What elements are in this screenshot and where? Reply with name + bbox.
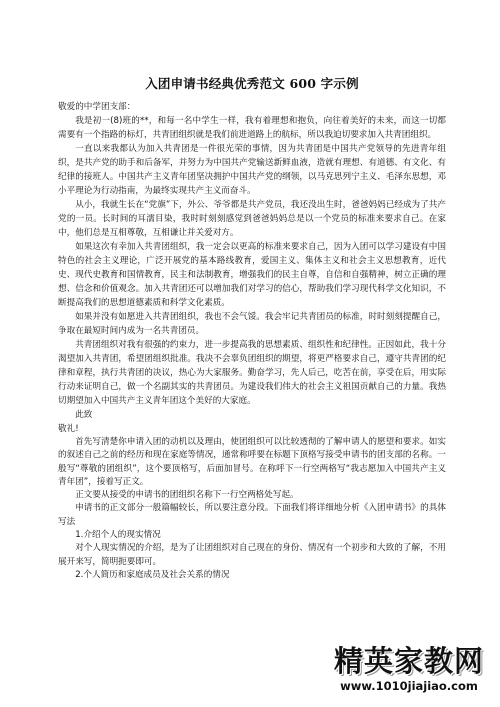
- closing-jingli: 敬礼!: [58, 424, 79, 434]
- document-title: 入团申请书经典优秀范文 600 字示例: [145, 76, 359, 91]
- document-page: [58, 74, 446, 582]
- closing-cizhi: 此致: [75, 410, 93, 420]
- paragraph-if-admitted: 如果这次有幸加入共青团组织，我一定会以更高的标准来要求自己，因为入团可以学习建设有中国特色的社会主义理论，广泛开展党的基本路线教育，爱国主义、集体主义和社会主义思想教育，近代史、现代史教育和国情教育，民主和法制教育，增强我们的民主自尊，自信和自强精神，树立正确的理想、信念和价值观念。加入共青团还可以增加我们对学习的信心，帮助我们学习现代科学文化知识，不断提高我们的思想道德素质和科学文化素质。: [58, 242, 446, 308]
- paragraph-if-not-admitted: 如果并没有如愿进入共青团组织，我也不会气馁。我会牢记共青团员的标准，时时刻刻提醒自己，争取在最短时间内成为一名共青团员。: [58, 312, 446, 336]
- paragraph-family: 从小，我就生长在“党旗”下，外公、爷爷都是共产党员，我还没出生时，爸爸妈妈已经成为了共产党的一员。长时间的耳濡目染，我时时刻刻感觉到爸爸妈妈总是以一个党员的标准来要求自己。在家中，他们总是互相尊敬，互相谦让并关爱对方。: [58, 200, 446, 238]
- paragraph-intro: 我是初一(8)班的**，和每一名中学生一样，我有着理想和抱负，向往着美好的未来，而这一切都需要有一个指路的标灯，共青团组织就是我们前进道路上的航标，所以我迫切要求加入共青团组织。: [58, 116, 446, 140]
- paragraph-body-start: 正文要从接受的申请书的团组织名称下一行空两格处写起。: [75, 490, 299, 501]
- watermark-url: www.1010jiajiao.com: [340, 679, 478, 693]
- paragraph-writing-guide: 首先写清楚你申请入团的动机以及理由，使团组织可以比较透彻的了解申请人的愿望和要求。如实的叙述自己之前的经历和现在家庭等情况，通常称呼要在标题下顶格写接受申请书的团支部的名称。一般写“尊敬的团组织”，这个要顶格写，后面加冒号。在称呼下一行空两格写“我志愿加入中国共产主义青年团”，接着写正文。: [58, 437, 446, 487]
- site-watermark: [322, 644, 496, 700]
- watermark-brand: 精英家教网: [333, 644, 484, 678]
- paragraph-commitment: 共青团组织对我有很强的约束力，进一步提高我的思想素质、组织性和纪律性。正因如此，我十分渴望加入共青团，希望团组织批准。我决不会辜负团组织的期望，将更严格要求自己，遵守共青团的纪律和章程，执行共青团的决议，热心为大家服务。勤奋学习，先人后己，吃苦在前，享受在后，用实际行动来证明自己，做一个名副其实的共青团员。为建设我们伟大的社会主义祖国贡献自己的力量。我热切期望加入中国共产主义青年团这个美好的大家庭。: [58, 340, 446, 406]
- paragraph-personal-situation: 对个人现实情况的介绍，是为了让团组织对自己现在的身份、情况有一个初步和大致的了解，不用展开来写，简明扼要即可。: [58, 543, 446, 567]
- heading-personal-situation: 1.介绍个人的现实情况: [75, 530, 161, 541]
- paragraph-league-honor: 一直以来我都认为加入共青团是一件很光荣的事情，因为共青团是中国共产党领导的先进青年组织，是共产党的助手和后备军，并努力为中国共产党输送新鲜血液，造就有理想、有道德、有文化、有纪律的接班人。中国共产主义青年团坚决拥护中国共产党的纲领，以马克思列宁主义、毛泽东思想，邓小平理论为行动指南，为最终实现共产主义而奋斗。: [58, 144, 446, 196]
- salutation: 敬爱的中学团支部：: [58, 102, 136, 112]
- heading-resume-family: 2.个人简历和家庭成员及社会关系的情况: [75, 569, 230, 580]
- paragraph-body-structure: 申请书的正文部分一般篇幅较长，所以要注意分段。下面我们将详细地分析《入团申请书》的具体写法: [58, 503, 446, 527]
